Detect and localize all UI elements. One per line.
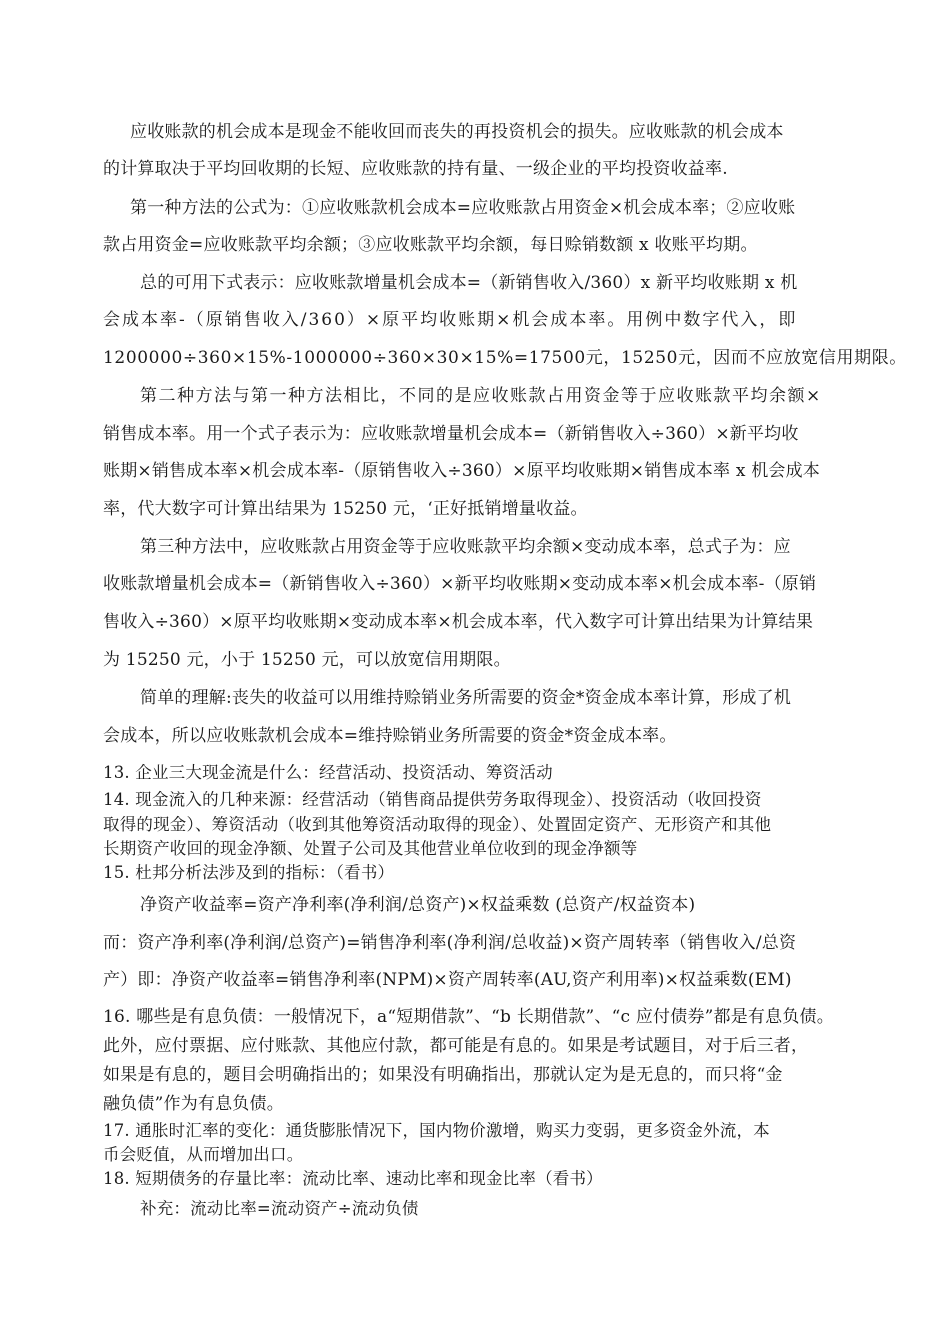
paragraph-line: 总的可用下式表示：应收账款增量机会成本=（新销售收入/360）x 新平均收账期 x 机 xyxy=(140,273,798,293)
list-item-15: 15. 杜邦分析法涉及到的指标：（看书） xyxy=(103,863,395,882)
paragraph-line: 简单的理解:丧失的收益可以用维持赊销业务所需要的资金*资金成本率计算，形成了机 xyxy=(140,688,792,708)
paragraph-line: 此外，应付票据、应付账款、其他应付款，都可能是有息的。如果是考试题目，对于后三者， xyxy=(103,1036,809,1056)
paragraph-line: 取得的现金）、筹资活动（收到其他筹资活动取得的现金）、处置固定资产、无形资产和其他 xyxy=(103,815,772,834)
paragraph-line: 款占用资金=应收账款平均余额；③应收账款平均余额，每日赊销数额 x 收账平均期。 xyxy=(103,235,758,255)
list-item-17: 17. 通胀时汇率的变化：通货膨胀情况下，国内物价激增，购买力变弱，更多资金外流，本 xyxy=(103,1121,770,1140)
formula-line: 产）即：净资产收益率=销售净利率(NPM)×资产周转率(AU,资产利用率)×权益乘数(EM) xyxy=(103,970,792,990)
list-item-16: 16. 哪些是有息负债：一般情况下，a“短期借款”、“b 长期借款”、“c 应付债券”都是有息负债。 xyxy=(103,1007,834,1027)
paragraph-line: 第二种方法与第一种方法相比，不同的是应收账款占用资金等于应收账款平均余额× xyxy=(140,386,822,406)
paragraph-line: 率，代大数字可计算出结果为 15250 元，‘正好抵销增量收益。 xyxy=(103,499,588,519)
supplement-line: 补充：流动比率=流动资产÷流动负债 xyxy=(140,1199,419,1218)
list-item-14: 14. 现金流入的几种来源：经营活动（销售商品提供劳务取得现金）、投资活动（收回投资 xyxy=(103,790,762,809)
paragraph-line: 长期资产收回的现金净额、处置子公司及其他营业单位收到的现金净额等 xyxy=(103,839,638,858)
paragraph-line: 为 15250 元，小于 15250 元，可以放宽信用期限。 xyxy=(103,650,511,670)
paragraph-line: 如果是有息的，题目会明确指出的；如果没有明确指出，那就认定为是无息的，而只将“金 xyxy=(103,1065,783,1085)
list-item-13: 13. 企业三大现金流是什么：经营活动、投资活动、筹资活动 xyxy=(103,763,553,782)
paragraph-line: 币会贬值，从而增加出口。 xyxy=(103,1145,304,1164)
list-item-18: 18. 短期债务的存量比率：流动比率、速动比率和现金比率（看书） xyxy=(103,1169,603,1188)
paragraph-line: 的计算取决于平均回收期的长短、应收账款的持有量、一级企业的平均投资收益率. xyxy=(103,159,728,179)
paragraph-line: 融负债”作为有息负债。 xyxy=(103,1094,284,1114)
paragraph-line: 账期×销售成本率×机会成本率-（原销售收入÷360）×原平均收账期×销售成本率 x 机会成本 xyxy=(103,461,821,481)
paragraph-line: 售收入÷360）×原平均收账期×变动成本率×机会成本率，代入数字可计算出结果为计算结果 xyxy=(103,612,814,632)
paragraph-line: 会成本率-（原销售收入/360）×原平均收账期×机会成本率。用例中数字代入，即 xyxy=(103,310,798,330)
paragraph-line: 应收账款的机会成本是现金不能收回而丧失的再投资机会的损失。应收账款的机会成本 xyxy=(130,122,784,142)
paragraph-line: 收账款增量机会成本=（新销售收入÷360）×新平均收账期×变动成本率×机会成本率-（原销 xyxy=(103,574,817,594)
paragraph-line: 销售成本率。用一个式子表示为：应收账款增量机会成本=（新销售收入÷360）×新平均收 xyxy=(103,424,799,444)
formula-line: 净资产收益率=资产净利率(净利润/总资产)×权益乘数 (总资产/权益资本) xyxy=(140,895,696,915)
paragraph-line: 第一种方法的公式为：①应收账款机会成本=应收账款占用资金×机会成本率；②应收账 xyxy=(130,198,796,218)
paragraph-line: 1200000÷360×15%-1000000÷360×30×15%=17500元，15250元，因而不应放宽信用期限。 xyxy=(103,348,907,368)
formula-line: 而：资产净利率(净利润/总资产)=销售净利率(净利润/总收益)×资产周转率（销售收入/总资 xyxy=(103,933,797,953)
paragraph-line: 第三种方法中，应收账款占用资金等于应收账款平均余额×变动成本率，总式子为：应 xyxy=(140,537,791,557)
paragraph-line: 会成本，所以应收账款机会成本=维持赊销业务所需要的资金*资金成本率。 xyxy=(103,726,677,746)
